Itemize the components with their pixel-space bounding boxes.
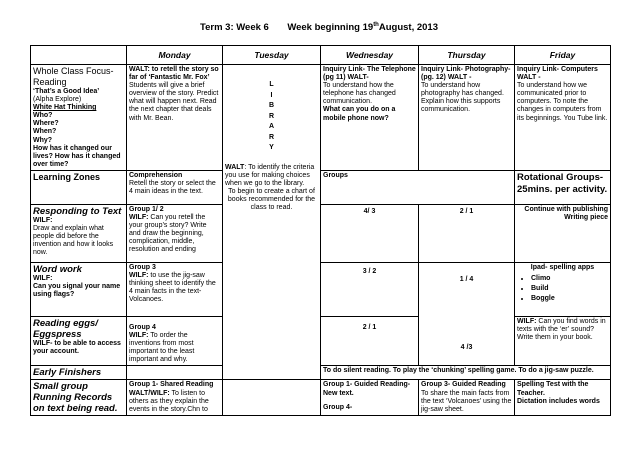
responding-wednesday [321, 205, 419, 263]
inquiry-link: Inquiry Link- The Telephone (pg 11) WALT- [323, 66, 416, 82]
date-suffix: th [373, 22, 379, 28]
responding-thursday [419, 205, 515, 263]
group-label: Group 1- Guided Reading- New text. [323, 381, 411, 397]
letter: L [269, 81, 274, 88]
week-beginning-label: Week beginning 19 [287, 22, 374, 34]
row-heading-2: Running Records [33, 392, 113, 404]
group-rotation: 4/ 3 [363, 208, 376, 215]
group-rotation: 3 / 2 [362, 268, 377, 275]
inquiry-link: Inquiry Link- Computers WALT - [517, 66, 598, 82]
row-learning-zones [31, 171, 611, 205]
small-group-wednesday [321, 380, 419, 416]
question-when: When? [33, 128, 57, 136]
row-reading-eggs [31, 317, 611, 366]
activity-text: To do silent reading. To play the ‘chunking’ spelling game. To do a jig-saw puzzle. [323, 367, 594, 375]
library-letters [225, 80, 318, 154]
walt-wilf-label: WALT/WILF: [129, 389, 170, 397]
activity-text: to use the jig-saw thinking sheet to identify the 4 main facts in the text- Volcanoes. [129, 272, 216, 304]
letter: B [268, 102, 275, 109]
question-where: Where? [33, 120, 59, 128]
row-heading: Small group [33, 381, 88, 393]
wilf-label: WILF: [129, 272, 149, 280]
responding-heading-cell [31, 205, 127, 263]
word-work-thursday [419, 263, 515, 366]
term-week-label: Term 3: Week 6 [200, 22, 269, 34]
activity-text: To understand how we communicated prior to computers. To note the changes in computers from its beginnings. You Tube link. [517, 82, 608, 122]
early-finishers-text-cell [321, 366, 611, 380]
whole-class-wednesday [321, 65, 419, 171]
small-group-thursday [419, 380, 515, 416]
activity-text: To understand how the telephone has changed communication. [323, 82, 396, 106]
reading-eggs-friday [515, 317, 611, 366]
corner-cell [31, 46, 127, 65]
early-finishers-monday [127, 366, 223, 380]
letter: Y [269, 144, 274, 151]
group-rotation: 2 / 1 [362, 324, 377, 331]
activity-text: To order the inventions from most important to the least important and why. [129, 332, 195, 364]
activity-text: Draw and explain what people did before the invention and how it looks now. [33, 225, 114, 257]
book-title: ‘That’s a Good Idea’ [33, 88, 100, 95]
group-label: Group 1/ 2 [129, 206, 164, 213]
row-heading-2: Eggspress [33, 329, 82, 340]
question-text: What can you do on a mobile phone now? [323, 106, 396, 122]
group-label: Group 3 [129, 264, 156, 271]
weekly-plan-table [30, 45, 611, 416]
activity-text: Students will give a brief overview of the story. Predict what will happen next. Read the next chapter that deals with Mr. Bean. [129, 82, 219, 122]
activity-text: Can you signal your name using flags? [33, 283, 121, 299]
library-walt [225, 164, 318, 188]
reading-eggs-monday [127, 317, 223, 366]
activity-text: To listen to others as they explain the events in the story.Chn to [129, 389, 209, 413]
group-label: Group 4 [129, 324, 156, 331]
row-heading: Responding to Text [33, 206, 122, 217]
activity-text: Can you find words in texts with the ‘er’ sound? Write them in your book. [517, 318, 606, 342]
activity-text: Dictation includes words [517, 397, 600, 405]
word-work-friday [515, 263, 611, 317]
learning-zones-wed-thu [321, 171, 515, 205]
small-group-tuesday [223, 380, 321, 416]
day-header-thursday: Thursday [419, 46, 515, 65]
activity-text: To understand how photography has changed. Explain how this supports communication. [421, 82, 504, 114]
list-item: • Climo [531, 274, 608, 284]
header-row [31, 46, 611, 65]
question-why: Why? [33, 136, 53, 144]
row-heading: Reading eggs/ [33, 318, 98, 329]
row-early-finishers [31, 366, 611, 380]
library-chart-text: To begin to create a chart of books recommended for the class to read. [227, 187, 316, 211]
letter: A [268, 123, 275, 130]
group-label: Group 1- Shared Reading [129, 381, 214, 389]
wilf-label: WILF: [129, 214, 149, 222]
small-group-heading-cell [31, 380, 127, 416]
learning-zones-monday [127, 171, 223, 205]
day-header-friday: Friday [515, 46, 611, 65]
day-header-wednesday: Wednesday [321, 46, 419, 65]
walt-text: WALT: to retell the story so far of ‘Fantastic Mr. Fox’ [129, 66, 219, 82]
activity-title: Comprehension [129, 172, 183, 179]
row-heading-2: Reading [33, 77, 67, 87]
activity-text: Can you retell the your group’s story? Write and draw the beginning, complication, middle, resolution and ending [129, 214, 207, 254]
letter: R [268, 112, 275, 120]
row-responding [31, 205, 611, 263]
small-group-friday [515, 380, 611, 416]
inquiry-link: Inquiry Link- Photography- (pg. 12) WALT - [421, 66, 511, 82]
ipad-apps-title: Ipad- spelling apps [530, 264, 595, 271]
rotational-groups: Rotational Groups- 25mins. per activity. [517, 172, 608, 195]
row-small-group [31, 380, 611, 416]
spelling-app-list [531, 274, 608, 304]
letter: R [268, 133, 275, 141]
learning-zones-heading-cell [31, 171, 127, 205]
early-finishers-heading-cell [31, 366, 127, 380]
activity-text: Continue with publishing Writing piece [524, 206, 608, 222]
row-whole-class [31, 65, 611, 171]
row-heading: Learning Zones [33, 172, 101, 182]
group-rotation: 4 /3 [460, 344, 473, 352]
book-series: (Alpha Explore) [33, 96, 82, 104]
whole-class-heading-cell [31, 65, 127, 171]
activity-text: Spelling Test with the Teacher. [517, 381, 589, 397]
word-work-wednesday [321, 263, 419, 317]
whole-class-thursday [419, 65, 515, 171]
list-item: • Boggle [531, 294, 608, 304]
responding-friday [515, 205, 611, 263]
learning-zones-friday [515, 171, 611, 205]
row-heading: Word work [33, 264, 82, 275]
group-rotation: 2 / 1 [459, 208, 474, 215]
group-label: Group 3- Guided Reading [421, 381, 506, 389]
tuesday-library-cell [223, 65, 321, 380]
small-group-monday [127, 380, 223, 416]
wilf-label: WILF: [129, 332, 149, 340]
day-header-tuesday: Tuesday [223, 46, 321, 65]
reading-eggs-heading-cell [31, 317, 127, 366]
whole-class-friday [515, 65, 611, 171]
group-label: Group 4- [323, 403, 353, 411]
page-title [0, 22, 638, 33]
day-header-monday: Monday [127, 46, 223, 65]
groups-label: Groups [323, 172, 348, 179]
word-work-heading-cell [31, 263, 127, 317]
activity-text: Retell the story or select the 4 main ideas in the text. [129, 180, 216, 196]
wilf-label: WILF: [33, 275, 53, 282]
row-heading: Early Finishers [33, 367, 102, 379]
walt-label: WALT [225, 163, 245, 171]
wilf-label: WILF: [517, 318, 537, 325]
row-heading: Whole Class Focus- [33, 66, 114, 76]
responding-monday [127, 205, 223, 263]
list-item: • Build [531, 284, 608, 294]
question-who: Who? [33, 112, 53, 120]
row-word-work [31, 263, 611, 317]
walt-text: : To identify the criteria you use for making choices when we go to the library. [225, 163, 315, 187]
week-date: August, 2013 [378, 22, 438, 34]
activity-text: WILF- to be able to access your account. [33, 340, 121, 356]
row-heading-3: on text being read. [33, 403, 118, 415]
reading-eggs-wednesday [321, 317, 419, 366]
question-how: How has it changed our lives? How has it changed over time? [33, 144, 121, 168]
letter: I [270, 91, 273, 99]
word-work-monday [127, 263, 223, 317]
whole-class-monday [127, 65, 223, 171]
activity-text: To share the main facts from the text ‘Volcanoes’ using the jig-saw sheet. [421, 389, 512, 413]
wilf-label: WILF: [33, 217, 53, 224]
thinking-hat: White Hat Thinking [33, 104, 97, 112]
group-rotation: 1 / 4 [459, 276, 474, 283]
